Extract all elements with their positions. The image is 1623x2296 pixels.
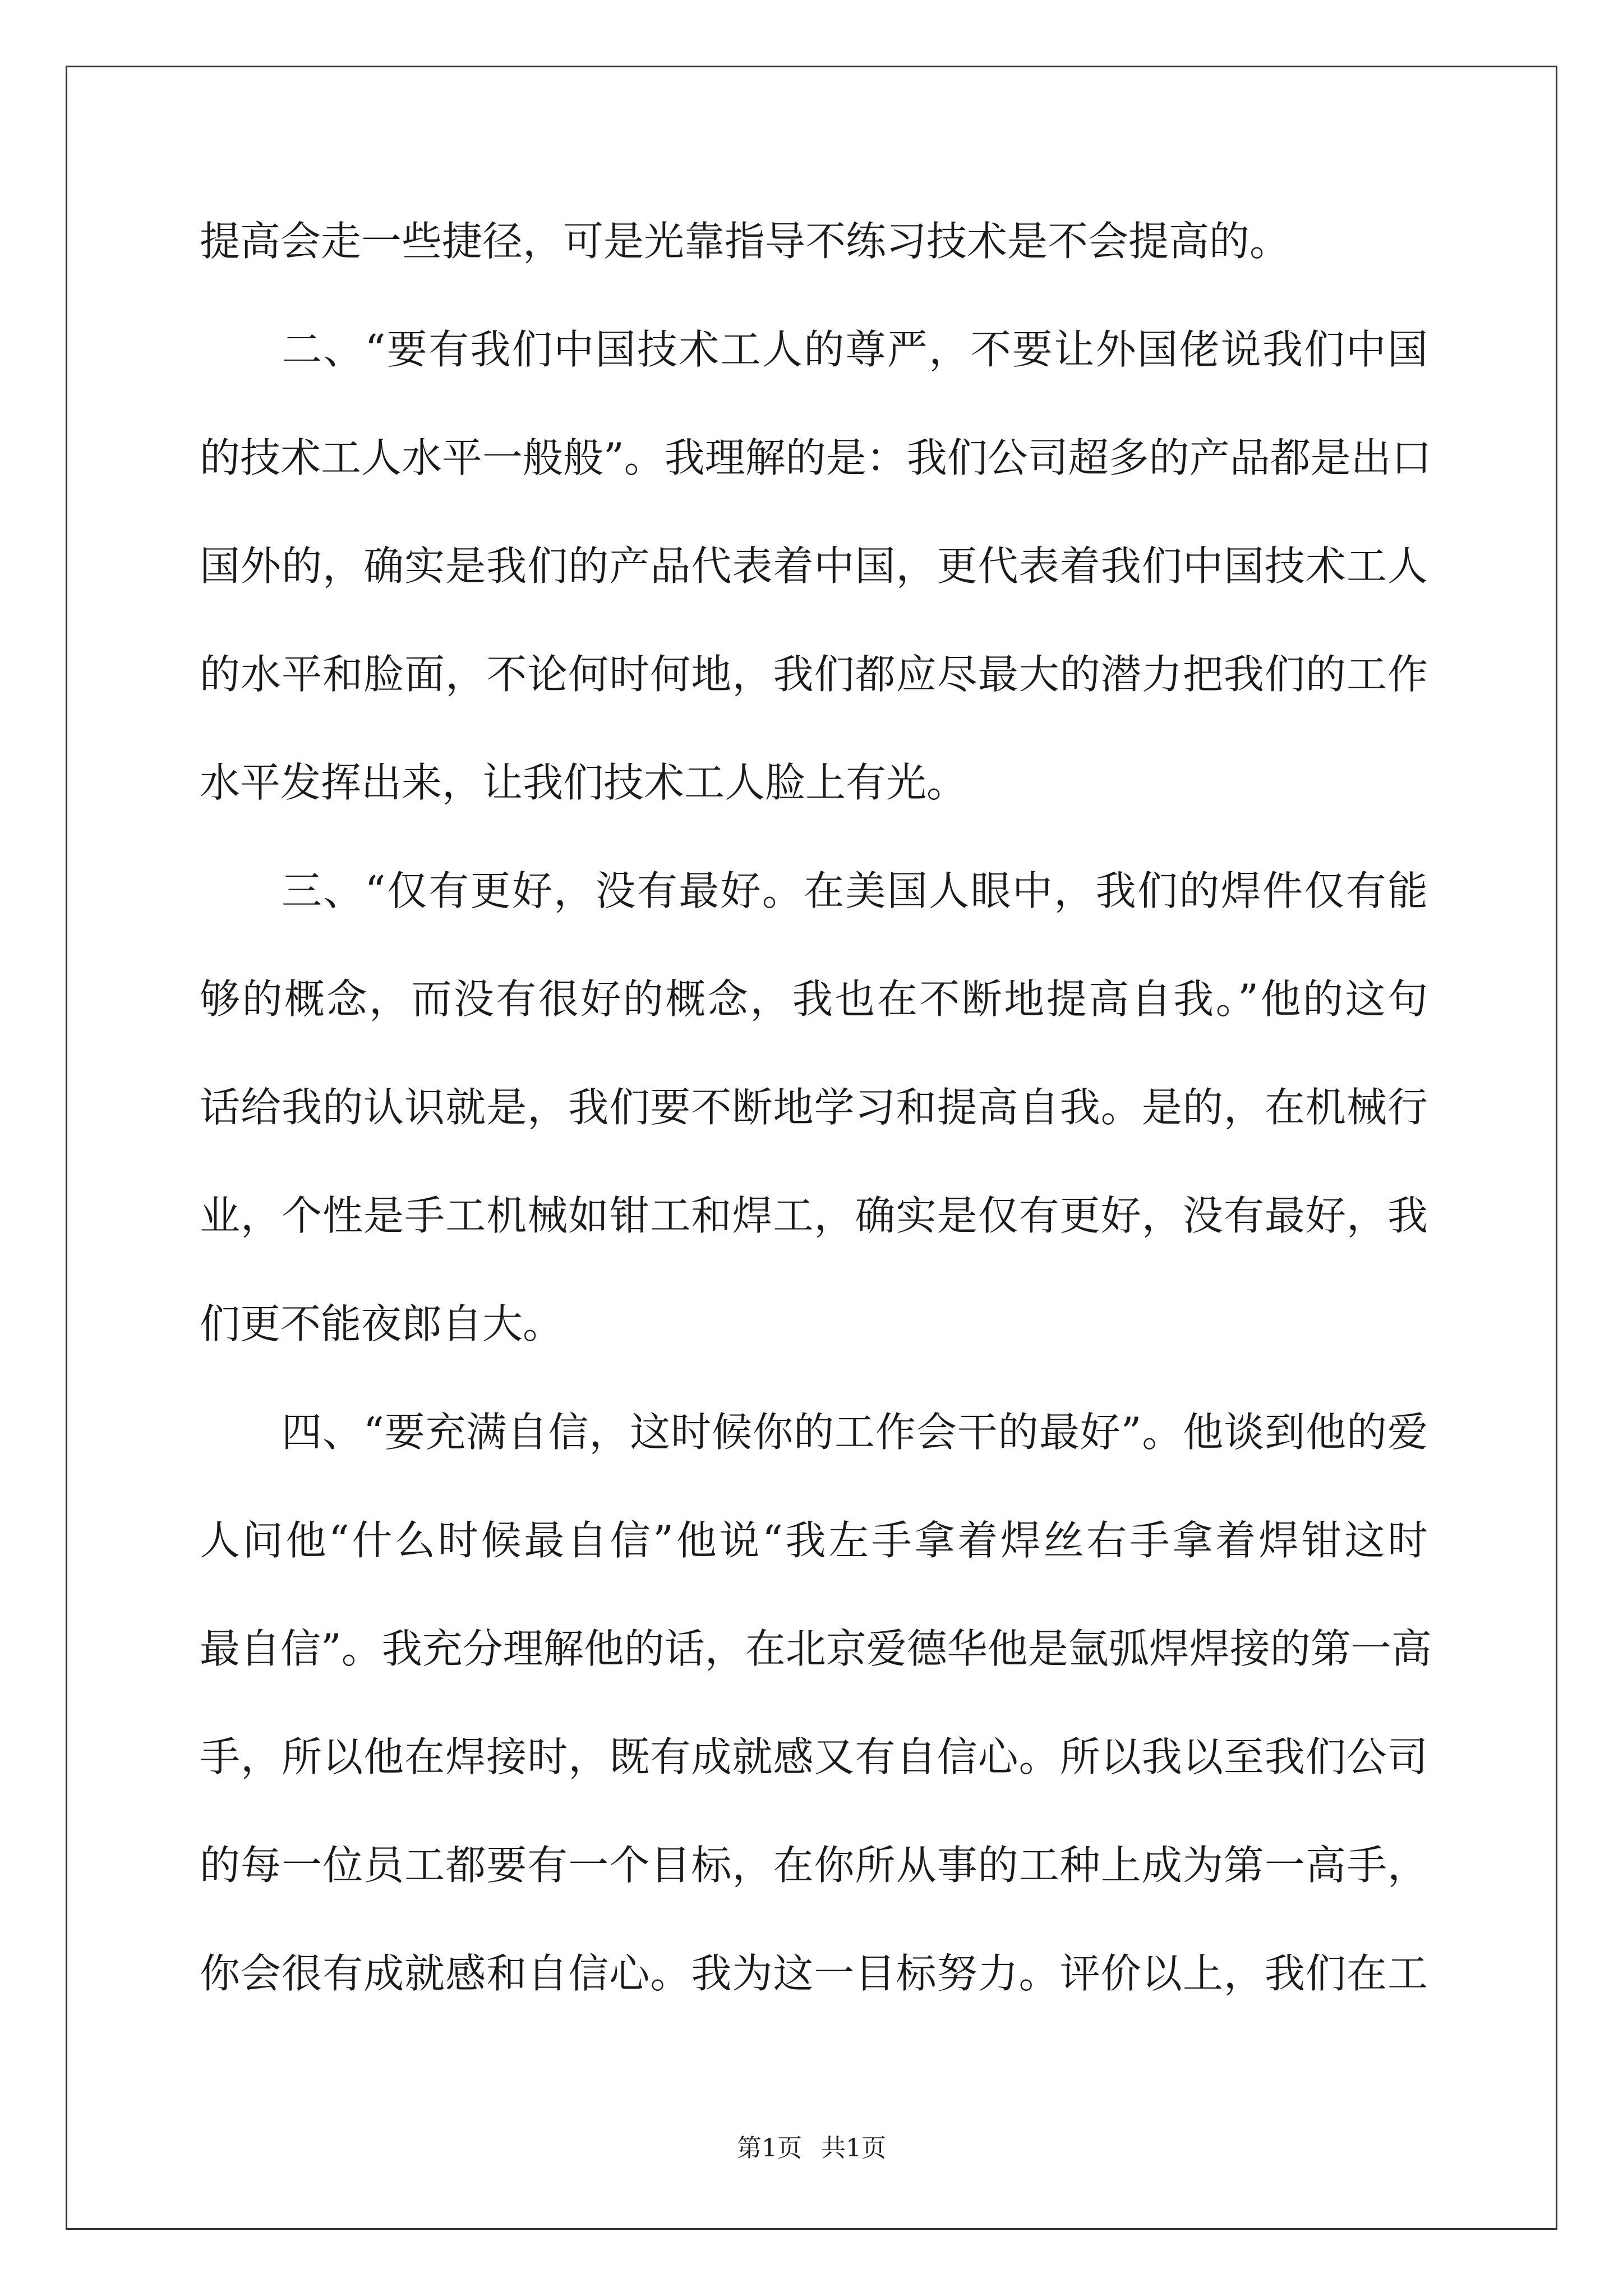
text-line: 你会很有成就感和自信心。我为这一目标努力。评价以上，我们在工 bbox=[200, 1950, 1428, 1997]
text-line: 手，所以他在焊接时，既有成就感又有自信心。所以我以至我们公司 bbox=[200, 1733, 1428, 1780]
text-line: 够的概念，而没有很好的概念，我也在不断地提高自我。”他的这句 bbox=[200, 976, 1428, 1023]
text-line: 业，个性是手工机械如钳工和焊工，确实是仅有更好，没有最好，我 bbox=[200, 1192, 1428, 1239]
text-line: 话给我的认识就是，我们要不断地学习和提高自我。是的，在机械行 bbox=[200, 1084, 1428, 1131]
page-frame bbox=[66, 66, 1557, 2230]
text-line: 人问他“什么时候最自信”他说“我左手拿着焊丝右手拿着焊钳这时 bbox=[200, 1517, 1428, 1564]
page-number: 第1页 bbox=[737, 2134, 802, 2162]
text-line: 三、“仅有更好，没有最好。在美国人眼中，我们的焊件仅有能 bbox=[282, 867, 1428, 914]
text-line: 二、“要有我们中国技术工人的尊严，不要让外国佬说我们中国 bbox=[282, 326, 1428, 373]
text-line: 国外的，确实是我们的产品代表着中国，更代表着我们中国技术工人 bbox=[200, 542, 1428, 590]
text-line: 的技术工人水平一般般”。我理解的是：我们公司超多的产品都是出口 bbox=[200, 434, 1432, 481]
text-line: 水平发挥出来，让我们技术工人脸上有光。 bbox=[200, 759, 967, 806]
text-line: 的每一位员工都要有一个目标，在你所从事的工种上成为第一高手， bbox=[200, 1842, 1428, 1889]
text-line: 四、“要充满自信，这时候你的工作会干的最好”。他谈到他的爱 bbox=[282, 1409, 1428, 1456]
text-line: 提高会走一些捷径，可是光靠指导不练习技术是不会提高的。 bbox=[200, 218, 1290, 265]
text-line: 们更不能夜郎自大。 bbox=[200, 1300, 564, 1347]
text-line: 的水平和脸面，不论何时何地，我们都应尽最大的潜力把我们的工作 bbox=[200, 651, 1428, 698]
page-footer bbox=[0, 2132, 1623, 2165]
text-line: 最自信”。我充分理解他的话，在北京爱德华他是氩弧焊焊接的第一高 bbox=[200, 1625, 1432, 1672]
page-total: 共1页 bbox=[821, 2134, 886, 2162]
